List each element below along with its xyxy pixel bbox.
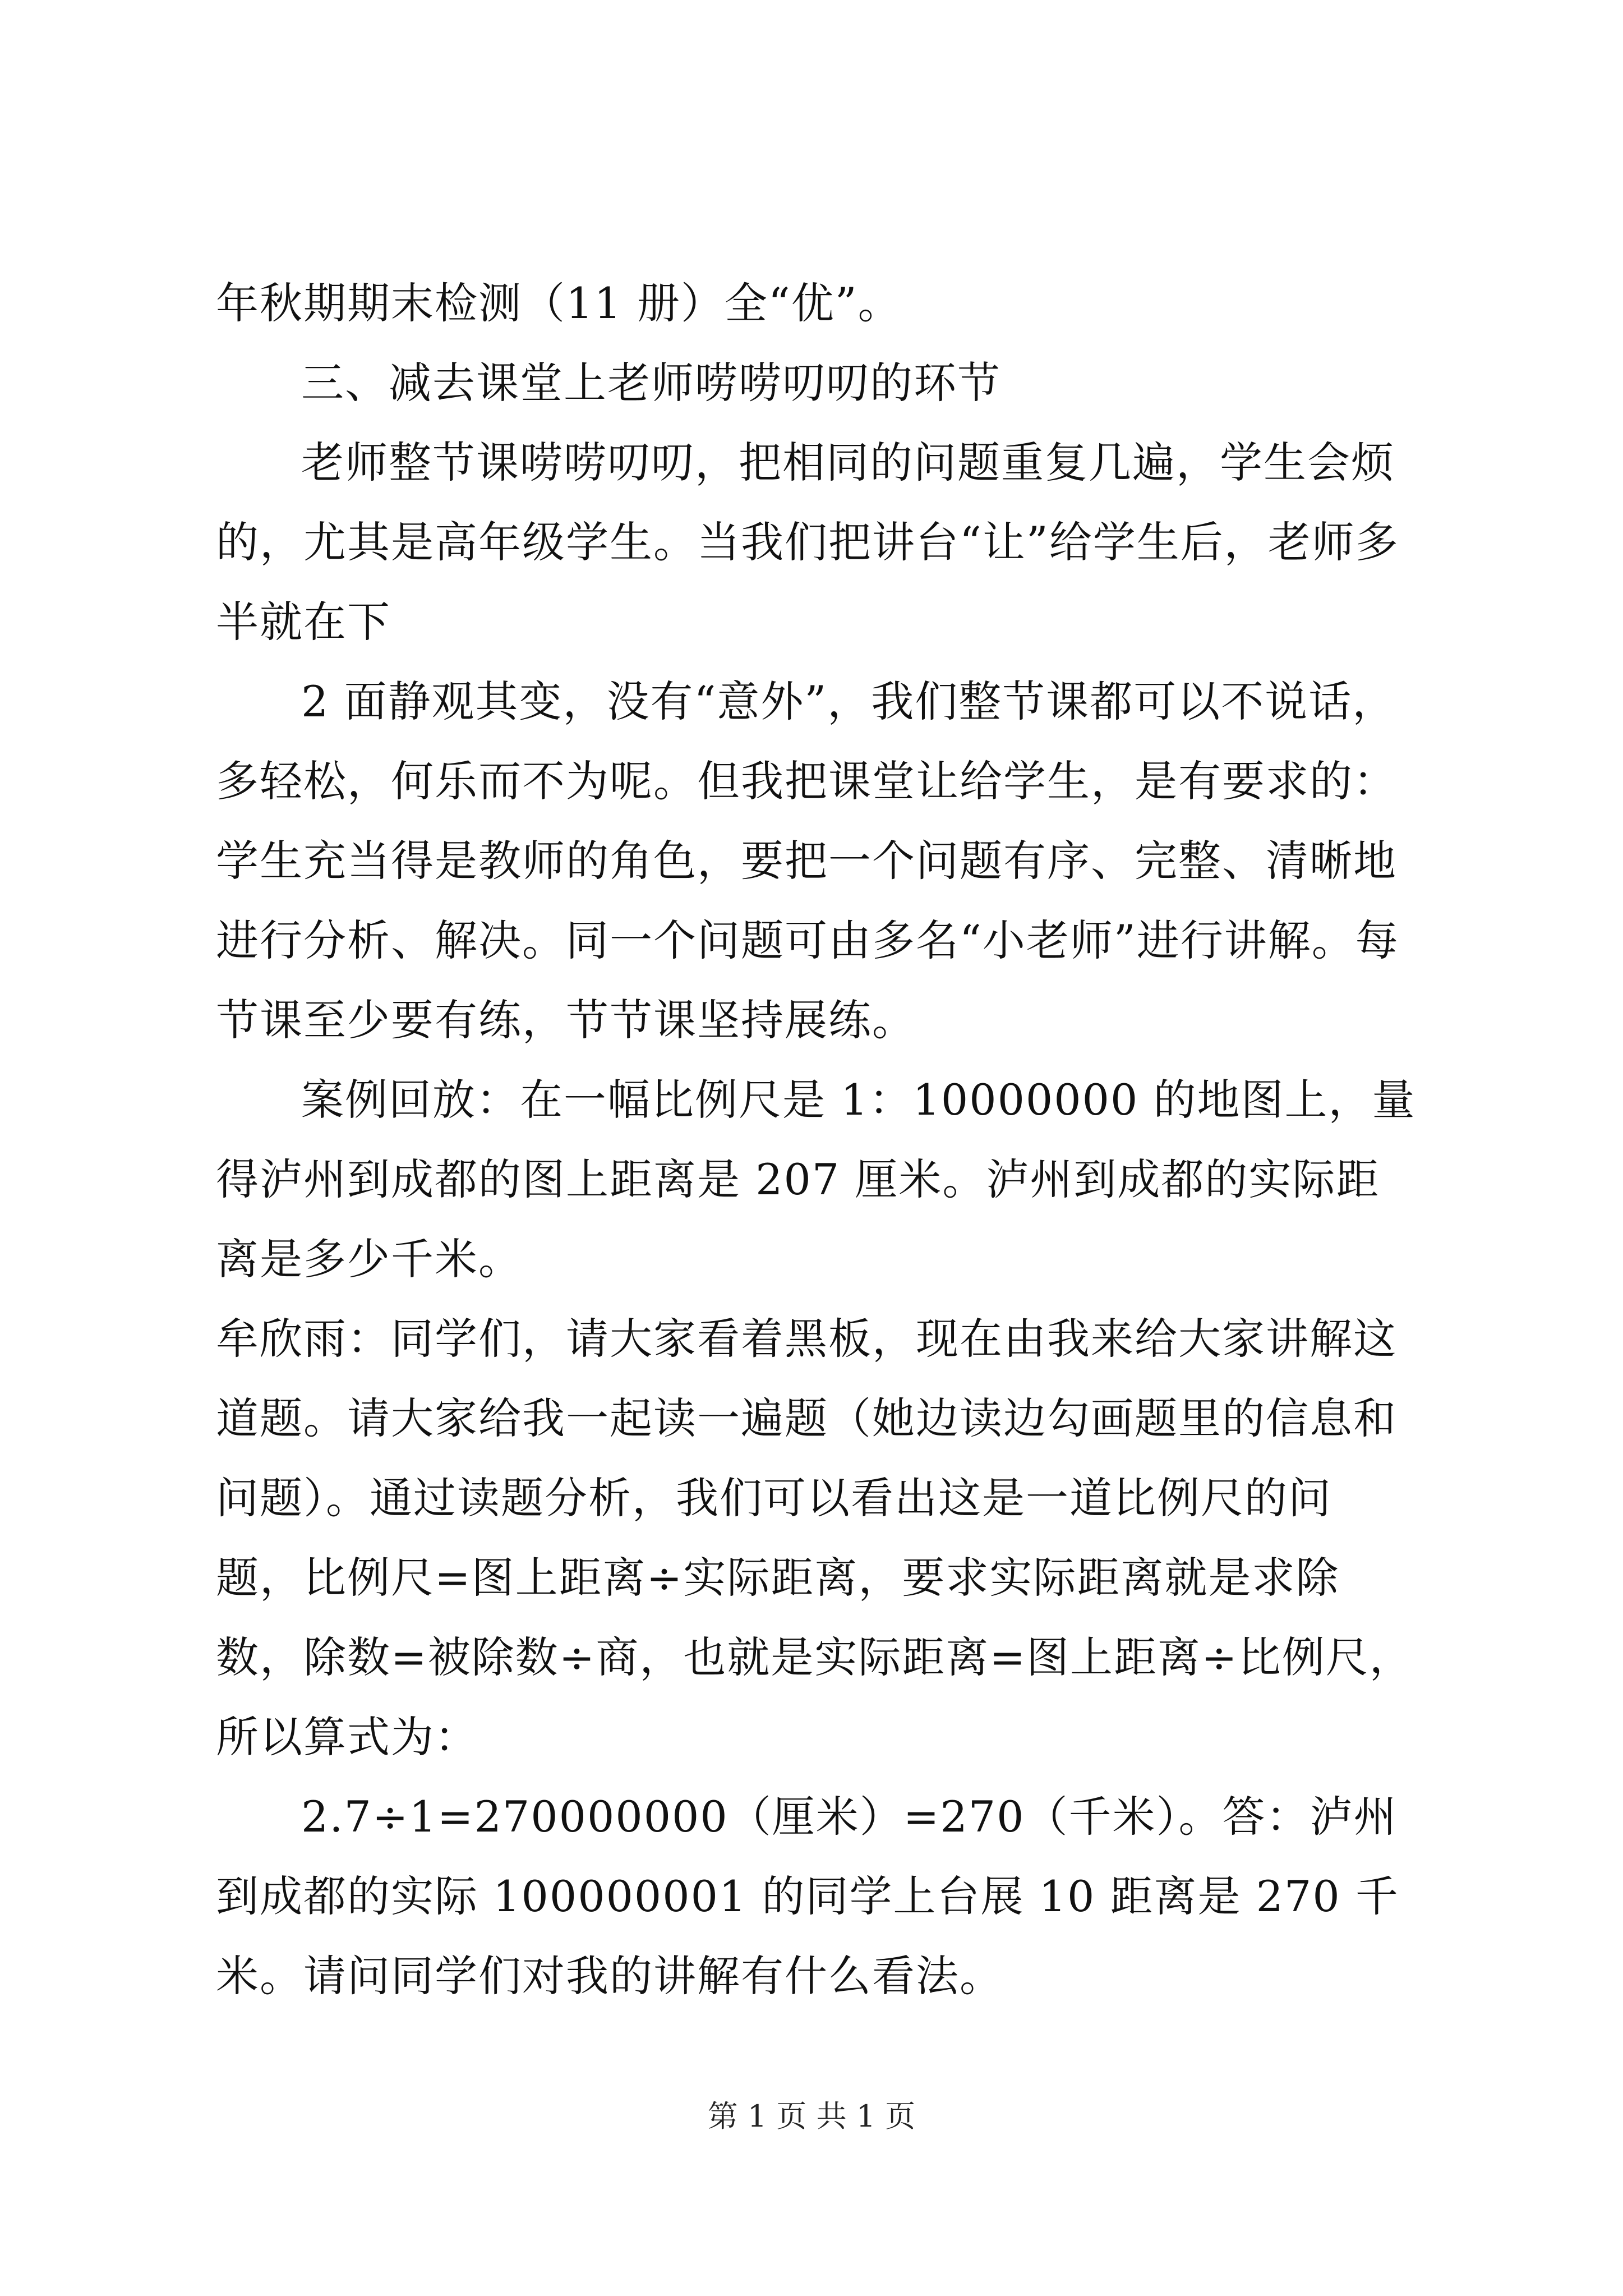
paragraph-1: 年秋期期末检测（11 册）全“优”。: [216, 278, 902, 328]
body-text: [216, 264, 1419, 2016]
paragraph-3: 老师整节课唠唠叨叨，把相同的问题重复几遍，学生会烦的，尤其是高年级学生。当我们把讲台“让”给学生后，老师多半就在下: [216, 438, 1399, 647]
case-review-paragraph: 案例回放：在一幅比例尺是 1：10000000 的地图上，量得泸州到成都的图上距离是 207 厘米。泸州到成都的实际距离是多少千米。: [216, 1075, 1416, 1284]
section-heading: 三、减去课堂上老师唠唠叨叨的环节: [301, 358, 1001, 408]
page-footer: 第 1 页 共 1 页: [707, 2099, 916, 2134]
paragraph-4: 2 面静观其变，没有“意外”，我们整节课都可以不说话，多轻松，何乐而不为呢。但我把课堂让给学生，是有要求的：学生充当得是教师的角色，要把一个问题有序、完整、清晰地进行分析、解决。同一个问题可由多名“小老师”进行讲解。每节课至少要有练，节节课坚持展练。: [216, 677, 1399, 1045]
student-explanation-paragraph: 牟欣雨：同学们，请大家看着黑板，现在由我来给大家讲解这道题。请大家给我一起读一遍题（她边读边勾画题里的信息和问题）。通过读题分析，我们可以看出这是一道比例尺的问题，比例尺=图上距离÷实际距离，要求实际距离就是求除数，除数=被除数÷商，也就是实际距离=图上距离÷比例尺，所以算式为：: [216, 1314, 1413, 1762]
calculation-paragraph: 2.7÷1=270000000（厘米）=270（千米）。答：泸州到成都的实际 100000001 的同学上台展 10 距离是 270 千米。请问同学们对我的讲解有什么看法。: [216, 1792, 1399, 2001]
